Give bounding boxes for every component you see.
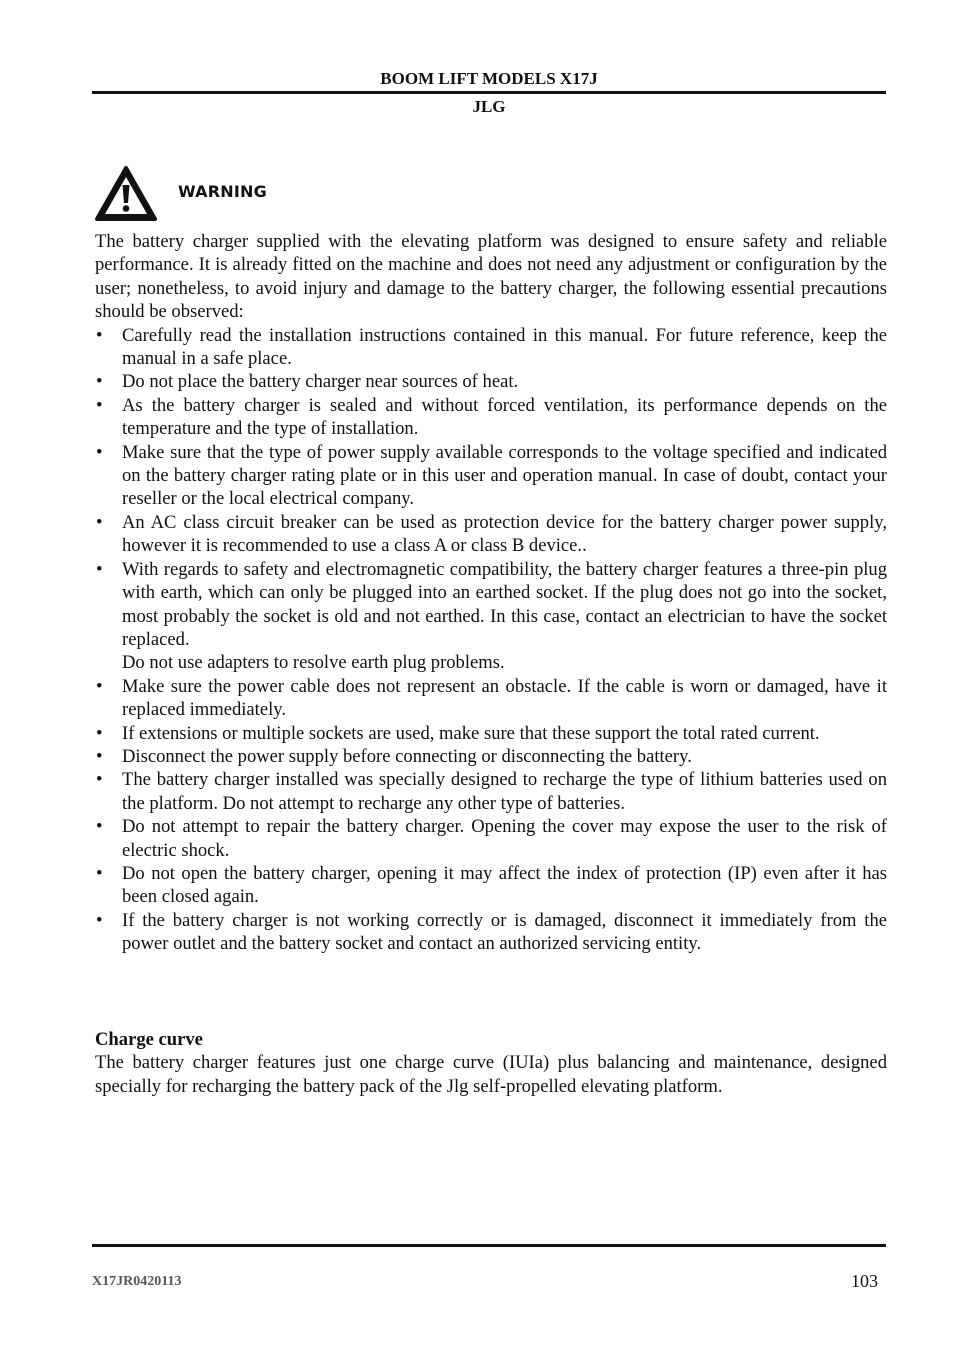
footer-rule xyxy=(92,1244,886,1247)
bullet-marker: • xyxy=(96,371,103,393)
list-item-text: An AC class circuit breaker can be used as protection device for the battery charger power supply, however it is recommended to use a class A or class B device.. xyxy=(122,511,887,557)
warning-content xyxy=(95,230,887,956)
section-heading: Charge curve xyxy=(95,1029,203,1050)
list-item-text: Do not open the battery charger, opening it may affect the index of protection (IP) even after it has been closed again. xyxy=(122,862,887,908)
bullet-marker: • xyxy=(96,769,103,791)
document-code: X17JR0420113 xyxy=(92,1274,182,1289)
list-item-text: Make sure that the type of power supply available corresponds to the voltage specified and indicated on the battery charger rating plate or in this user and operation manual. In case of doubt, contact your reseller or the local electrical company. xyxy=(122,441,887,510)
list-item xyxy=(95,394,887,441)
bullet-marker: • xyxy=(96,816,103,838)
bullet-marker: • xyxy=(96,441,103,463)
list-item xyxy=(95,909,887,956)
list-item-text: If extensions or multiple sockets are used, make sure that these support the total rated current. xyxy=(122,722,820,744)
list-item-text: Do not place the battery charger near sources of heat. xyxy=(122,371,519,393)
bullet-marker: • xyxy=(96,745,103,767)
list-item-text: If the battery charger is not working correctly or is damaged, disconnect it immediately from the power outlet and the battery socket and contact an authorized servicing entity. xyxy=(122,909,887,955)
list-item-text: As the battery charger is sealed and without forced ventilation, its performance depends on the temperature and the type of installation. xyxy=(122,394,887,440)
bullet-marker: • xyxy=(96,324,103,346)
charge-curve-section xyxy=(95,1028,887,1098)
warning-block xyxy=(94,165,494,225)
precautions-list xyxy=(95,324,887,956)
list-item xyxy=(95,745,887,768)
section-paragraph: The battery charger features just one charge curve (IUIa) plus balancing and maintenance, designed specially for recharging the battery pack of the Jlg self-propelled elevating platform. xyxy=(95,1052,887,1097)
list-item-note: Do not use adapters to resolve earth plug problems. xyxy=(122,652,505,674)
list-item xyxy=(95,511,887,558)
bullet-marker: • xyxy=(96,511,103,533)
list-item-text: Do not attempt to repair the battery charger. Opening the cover may expose the user to the risk of electric shock. xyxy=(122,816,887,861)
list-item-text: With regards to safety and electromagnetic compatibility, the battery charger features a three-pin plug with earth, which can only be plugged into an earthed socket. If the plug does not go into the socket, most probably the socket is old and not earthed. In this case, contact an electrician to have the socket replaced. xyxy=(122,558,887,650)
bullet-marker: • xyxy=(96,558,103,580)
list-item xyxy=(95,722,887,745)
header-brand: JLG xyxy=(472,97,506,116)
list-item xyxy=(95,324,887,371)
bullet-marker: • xyxy=(96,862,103,884)
list-item-text: Make sure the power cable does not represent an obstacle. If the cable is worn or damaged, have it replaced immediately. xyxy=(122,675,887,721)
header-rule xyxy=(92,91,886,94)
page-number: 103 xyxy=(851,1271,878,1291)
list-item xyxy=(95,441,887,511)
list-item-text: The battery charger installed was specially designed to recharge the type of lithium batteries used on the platform. Do not attempt to recharge any other type of batteries. xyxy=(122,769,887,814)
bullet-marker: • xyxy=(96,394,103,416)
list-item xyxy=(95,558,887,675)
list-item xyxy=(95,768,887,815)
bullet-marker: • xyxy=(96,722,103,744)
list-item xyxy=(95,675,887,722)
list-item xyxy=(95,815,887,862)
list-item-text: Carefully read the installation instructions contained in this manual. For future reference, keep the manual in a safe place. xyxy=(122,324,887,370)
intro-paragraph: The battery charger supplied with the elevating platform was designed to ensure safety and reliable performance. It is already fitted on the machine and does not need any adjustment or configuration by the user; nonetheless, to avoid injury and damage to the battery charger, the following essential precautions should be observed: xyxy=(95,231,887,323)
header-title: BOOM LIFT MODELS X17J xyxy=(380,69,598,88)
page-header xyxy=(92,68,886,118)
warning-label: WARNING xyxy=(178,182,267,201)
warning-triangle-icon xyxy=(94,165,158,223)
list-item xyxy=(95,370,887,393)
list-item-text: Disconnect the power supply before connecting or disconnecting the battery. xyxy=(122,745,692,767)
bullet-marker: • xyxy=(96,909,103,931)
list-item xyxy=(95,862,887,909)
bullet-marker: • xyxy=(96,675,103,697)
